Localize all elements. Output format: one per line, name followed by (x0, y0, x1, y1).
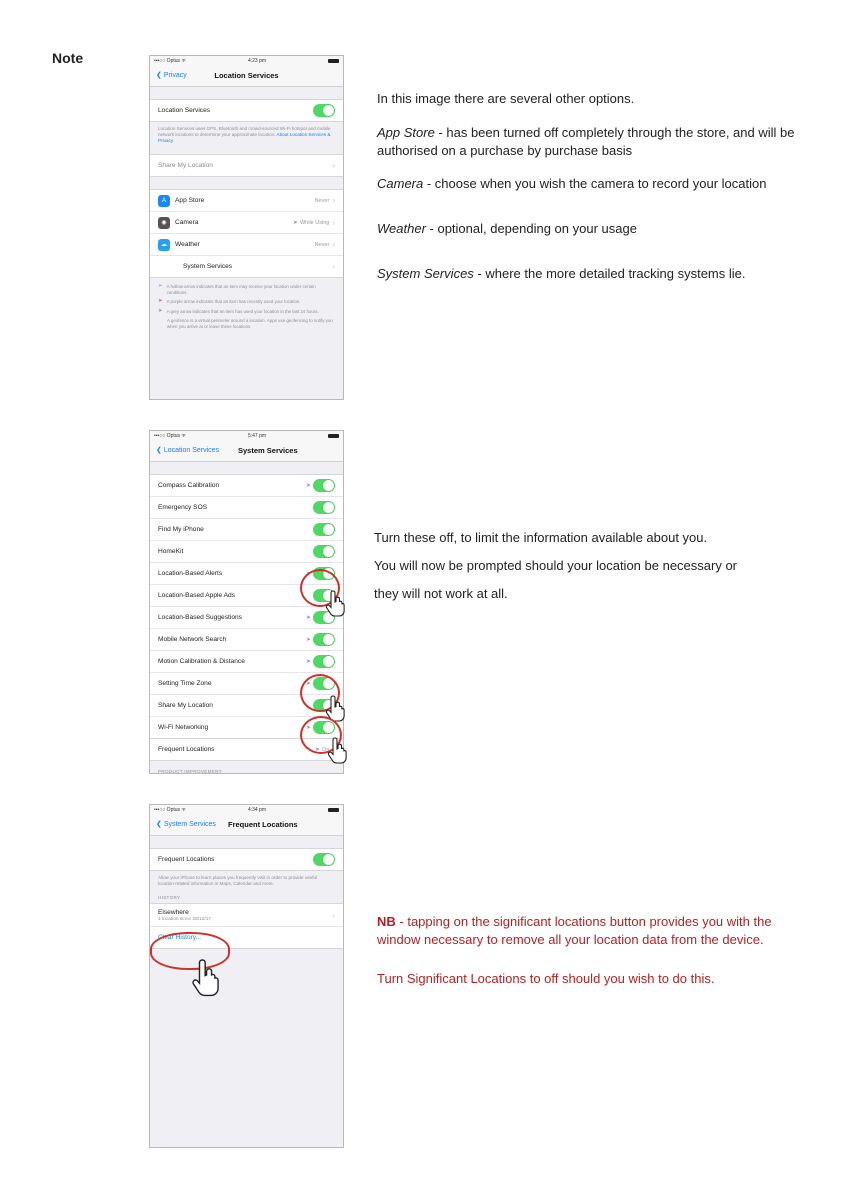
grey-arrow-icon: ➤ (158, 307, 163, 314)
nav-bar (150, 65, 343, 87)
nav-title: System Services (238, 446, 298, 455)
service-toggle[interactable] (313, 523, 335, 536)
frequent-locations-screenshot (149, 804, 344, 1148)
legend-item: ➢ A hollow arrow indicates that an item may receive your location under certain conditions. (158, 283, 316, 295)
row-label: Location Services (158, 107, 211, 114)
row-label: App Store (175, 197, 205, 204)
clear-history-label: Clear History... (158, 934, 202, 941)
explanation-block-3 (377, 913, 787, 988)
system-service-row[interactable] (150, 629, 343, 651)
location-services-screenshot (149, 55, 344, 400)
row-label: Mobile Network Search (158, 636, 227, 643)
status-bar (150, 805, 343, 814)
location-arrow-icon: ➤ (305, 659, 311, 665)
system-service-row[interactable] (150, 651, 343, 673)
row-label: Setting Time Zone (158, 680, 212, 687)
row-value: While Using (299, 219, 330, 226)
legend-item: ➤ A grey arrow indicates that an item has used your location in the last 24 hours. (158, 307, 319, 314)
location-arrow-icon: ➤ (305, 681, 311, 687)
explanation-block-2 (374, 524, 814, 608)
legend-item: ➤ A purple arrow indicates that an item has recently used your location. (158, 298, 301, 304)
share-my-location-row[interactable] (150, 155, 343, 176)
history-header: HISTORY (158, 895, 181, 900)
service-toggle[interactable] (313, 633, 335, 646)
service-toggle[interactable] (313, 545, 335, 558)
turn-off-line: Turn these off, to limit the information available about you. (374, 530, 708, 545)
location-services-row[interactable] (150, 100, 343, 121)
nav-bar (150, 440, 343, 462)
row-label: Camera (175, 219, 199, 226)
app-row-weather[interactable] (150, 234, 343, 256)
chevron-right-icon: › (332, 262, 335, 271)
location-arrow-icon: ➤ (305, 725, 311, 731)
service-toggle[interactable] (313, 655, 335, 668)
note-heading: Note (52, 50, 84, 66)
back-button[interactable]: ❮ Privacy (156, 72, 187, 79)
location-services-footer (150, 122, 343, 148)
row-value: Never (314, 197, 330, 204)
service-toggle[interactable] (313, 479, 335, 492)
back-button[interactable]: ❮ System Services (156, 821, 216, 828)
chevron-right-icon: › (332, 240, 335, 249)
row-label: Emergency SOS (158, 504, 208, 511)
row-label: Location-Based Apple Ads (158, 592, 235, 599)
hand-pointer-icon (327, 736, 351, 764)
status-bar (150, 56, 343, 65)
weather-note: Weather - optional, depending on your usage (377, 221, 637, 236)
camera-icon: ◉ (158, 217, 170, 229)
weather-icon: ☁ (158, 239, 170, 251)
explanation-block-1 (377, 90, 817, 283)
chevron-right-icon: › (332, 196, 335, 205)
legend-geofence: A geofence is a virtual perimeter around a location. Apps use geofencing to notify you when you arrive at or leave these locations. (167, 318, 333, 329)
status-time: 4:23 pm (247, 57, 267, 64)
location-arrow-icon: ➤ (305, 483, 311, 489)
system-service-row[interactable] (150, 475, 343, 497)
battery-icon (328, 59, 339, 63)
location-arrow-icon: ➤ (292, 220, 298, 226)
location-arrow-icon: ➤ (305, 571, 311, 577)
nav-title: Frequent Locations (228, 820, 298, 829)
row-label: HomeKit (158, 548, 184, 555)
not-work-line: they will not work at all. (374, 586, 508, 601)
chevron-right-icon: › (332, 910, 335, 920)
prompt-line: You will now be prompted should your location be necessary or (374, 558, 738, 573)
app-row-camera[interactable] (150, 212, 343, 234)
nav-bar (150, 814, 343, 836)
carrier-label: •••○○ Optus ᯤ (154, 57, 186, 64)
row-label: System Services (183, 263, 233, 270)
location-arrow-icon: ➤ (314, 747, 320, 753)
hand-pointer-icon (325, 589, 349, 617)
row-label: Wi-Fi Networking (158, 724, 209, 731)
nb-note: NB - tapping on the significant locations button provides you with the window necessary to remove all your location data from the device. (377, 914, 772, 947)
row-label: Weather (175, 241, 200, 248)
system-services-note: System Services - where the more detailed tracking systems lie. (377, 266, 746, 281)
about-privacy-link[interactable]: About Location Services & Privacy (158, 132, 331, 143)
app-row-system-services[interactable] (150, 256, 343, 277)
system-service-row[interactable] (150, 541, 343, 563)
row-label: Share My Location (158, 162, 213, 169)
service-toggle[interactable] (313, 501, 335, 514)
purple-arrow-icon: ➤ (158, 298, 163, 304)
frequent-locations-toggle[interactable] (313, 853, 335, 866)
location-arrow-icon: ➤ (305, 637, 311, 643)
camera-note: Camera - choose when you wish the camera to record your location (377, 176, 767, 191)
system-service-row[interactable] (150, 607, 343, 629)
row-label: Location-Based Alerts (158, 570, 223, 577)
battery-icon (328, 434, 339, 438)
hollow-arrow-icon: ➢ (158, 283, 163, 289)
status-time: 5:47 pm (247, 432, 267, 439)
system-service-row[interactable] (150, 519, 343, 541)
carrier-label: •••○○ Optus ᯤ (154, 806, 186, 813)
location-arrow-icon: ➤ (305, 615, 311, 621)
nav-title: Location Services (214, 71, 279, 80)
location-services-toggle[interactable] (313, 104, 335, 117)
hand-pointer-icon (191, 957, 225, 997)
back-label: Privacy (163, 72, 187, 79)
carrier-label: •••○○ Optus ᯤ (154, 432, 186, 439)
chevron-right-icon: › (332, 218, 335, 227)
back-label: Location Services (163, 447, 220, 454)
turn-off-significant-note: Turn Significant Locations to off should you wish to do this. (377, 971, 715, 986)
status-time: 4:34 pm (247, 806, 267, 813)
row-label: Motion Calibration & Distance (158, 658, 245, 665)
row-label: Location-Based Suggestions (158, 614, 242, 621)
app-store-note: App Store - has been turned off completely through the store, and will be authorised on a purchase by purchase basis (377, 125, 795, 158)
history-item-sub: 1 location since 28/10/17 (158, 916, 212, 922)
back-button[interactable]: ❮ Location Services (156, 447, 220, 454)
frequent-locations-footer: Allow your iPhone to learn places you frequently visit in order to provide useful location-related information in Maps, Calendar and more. (158, 875, 318, 886)
footer-text: Location Services uses GPS, Bluetooth and crowd-sourced Wi-Fi hotspot and mobile network locations to determine your approximate location. (158, 126, 331, 137)
chevron-right-icon: › (332, 161, 335, 170)
history-item-elsewhere[interactable] (150, 904, 343, 927)
row-label: Find My iPhone (158, 526, 204, 533)
row-value: On (321, 746, 330, 753)
row-label: Frequent Locations (158, 746, 215, 753)
section-header: PRODUCT IMPROVEMENT (158, 769, 222, 774)
row-value: Never (314, 241, 330, 248)
frequent-locations-toggle-row[interactable] (150, 849, 343, 870)
battery-icon (328, 808, 339, 812)
intro-text: In this image there are several other options. (377, 91, 635, 106)
app-store-icon: A (158, 195, 170, 207)
back-label: System Services (163, 821, 216, 828)
row-label: Share My Location (158, 702, 213, 709)
status-bar (150, 431, 343, 440)
row-label: Compass Calibration (158, 482, 220, 489)
history-item-label: Elsewhere (158, 908, 189, 916)
system-service-row[interactable] (150, 497, 343, 519)
app-row-app-store[interactable] (150, 190, 343, 212)
row-label: Frequent Locations (158, 856, 215, 863)
